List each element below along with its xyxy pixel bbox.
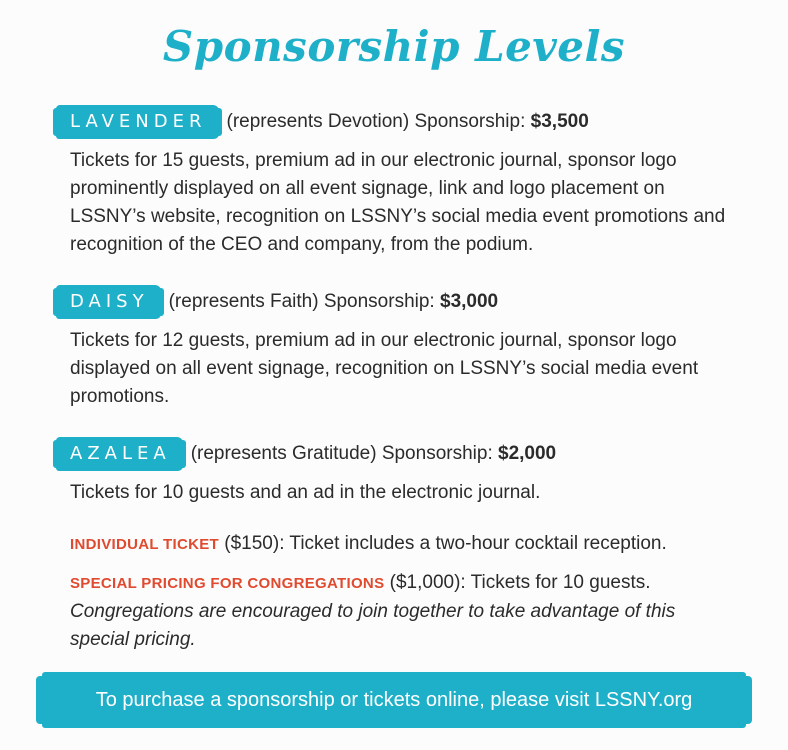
individual-ticket-label: INDIVIDUAL TICKET <box>70 536 219 553</box>
level-tag-azalea: AZALEA <box>56 437 183 471</box>
level-represents: (represents Devotion) Sponsorship: <box>226 111 531 132</box>
level-description-azalea: Tickets for 10 guests and an ad in the electronic journal. <box>70 482 541 503</box>
level-description-daisy: Tickets for 12 guests, premium ad in our electronic journal, sponsor logo displayed on all event signage, recognition on LSSNY’s social media event promotions. <box>70 330 699 407</box>
level-price: $2,000 <box>498 443 557 464</box>
purchase-banner: To purchase a sponsorship or tickets online, please visit LSSNY.org <box>42 672 746 728</box>
level-heading-azalea <box>191 443 556 465</box>
level-azalea <box>56 436 556 472</box>
level-heading-lavender <box>227 111 589 133</box>
level-price: $3,000 <box>440 291 499 312</box>
level-represents: (represents Gratitude) Sponsorship: <box>190 443 498 464</box>
level-description-lavender: Tickets for 15 guests, premium ad in our electronic journal, sponsor logo prominently displayed on all event signage, link and logo placement on LSSNY’s website, recognition on LSSNY’s social media event promotions and recognition of the CEO and company, from the podium. <box>70 150 726 255</box>
level-tag-daisy: DAISY <box>56 285 161 319</box>
special-pricing-label: SPECIAL PRICING FOR CONGREGATIONS <box>70 575 385 592</box>
level-daisy <box>56 284 498 320</box>
level-heading-daisy <box>169 291 499 313</box>
page-title: Sponsorship Levels <box>162 22 626 71</box>
level-price: $3,500 <box>530 111 589 132</box>
individual-ticket-text: ($150): Ticket includes a two-hour cocktail reception. <box>219 533 667 554</box>
level-lavender <box>56 104 589 140</box>
level-represents: (represents Faith) Sponsorship: <box>168 291 440 312</box>
individual-ticket <box>70 530 730 559</box>
special-pricing-note: Congregations are encouraged to join together to take advantage of this special pricing. <box>70 601 676 650</box>
special-pricing <box>70 569 730 654</box>
special-pricing-text: ($1,000): Tickets for 10 guests. <box>384 572 651 593</box>
level-tag-lavender: LAVENDER <box>56 105 219 139</box>
